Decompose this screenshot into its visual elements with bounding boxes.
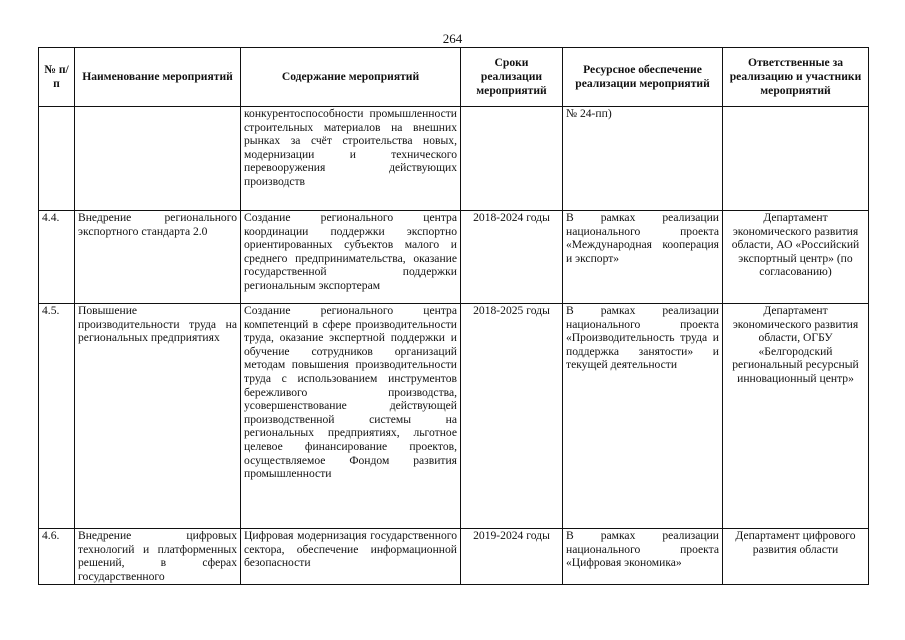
cell-responsible: Департамент экономического развития области, АО «Российский экспортный центр» (по согласованию) [723,211,869,304]
cell-num: 4.5. [39,304,75,529]
cell-responsible [723,107,869,211]
header-num: № п/п [39,48,75,107]
cell-content: конкурентоспособности промышленности строительных материалов на внешних рынках за счёт строительства новых, модернизации и технического перевооружения действующих производств [241,107,461,211]
cell-content: Цифровая модернизация государственного сектора, обеспечение информационной безопасности [241,529,461,585]
table-row [39,529,869,585]
cell-num: 4.6. [39,529,75,585]
cell-num: 4.4. [39,211,75,304]
cell-content: Создание регионального центра координации поддержки экспортно ориентированных субъектов малого и среднего предпринимательства, оказание государственной поддержки региональным экспортерам [241,211,461,304]
cell-name [75,107,241,211]
cell-resource: № 24-пп) [563,107,723,211]
cell-content: Создание регионального центра компетенций в сфере производительности труда, оказание экспертной поддержки и обучение сотрудников организаций методам повышения производительности труда с использованием инструментов бережливого производства, усовершенствование действующей производственной системы на региональных предприятиях, льготное целевое финансирование проектов, осуществляемое Фондом развития промышленности [241,304,461,529]
cell-dates: 2019-2024 годы [461,529,563,585]
cell-name: Повышение производительности труда на региональных предприятиях [75,304,241,529]
cell-responsible: Департамент цифрового развития области [723,529,869,585]
cell-dates: 2018-2024 годы [461,211,563,304]
header-name: Наименование мероприятий [75,48,241,107]
cell-name: Внедрение регионального экспортного стандарта 2.0 [75,211,241,304]
table-row [39,304,869,529]
cell-dates [461,107,563,211]
cell-dates: 2018-2025 годы [461,304,563,529]
cell-responsible: Департамент экономического развития области, ОГБУ «Белгородский региональный ресурсный инновационный центр» [723,304,869,529]
events-table [38,47,869,585]
table-row [39,211,869,304]
page-number: 264 [442,31,463,46]
cell-resource: В рамках реализации национального проекта «Производительность труда и поддержка занятости» и текущей деятельности [563,304,723,529]
cell-num [39,107,75,211]
header-dates: Сроки реализации мероприятий [461,48,563,107]
table-row [39,107,869,211]
cell-name: Внедрение цифровых технологий и платформенных решений, в сферах государственного [75,529,241,585]
header-responsible: Ответственные за реализацию и участники мероприятий [723,48,869,107]
cell-resource: В рамках реализации национального проекта «Цифровая экономика» [563,529,723,585]
table-header-row [39,48,869,107]
cell-resource: В рамках реализации национального проекта «Международная кооперация и экспорт» [563,211,723,304]
header-content: Содержание мероприятий [241,48,461,107]
header-resource: Ресурсное обеспечение реализации мероприятий [563,48,723,107]
